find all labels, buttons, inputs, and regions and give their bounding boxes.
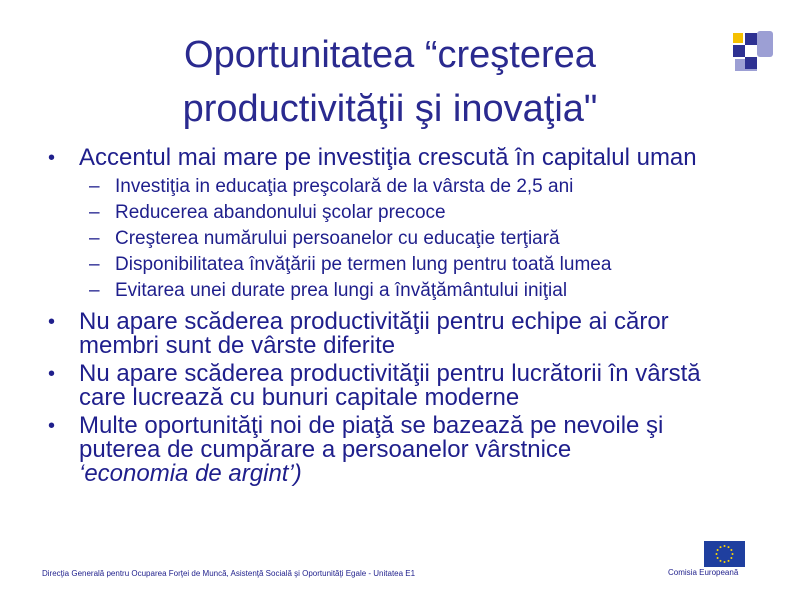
dash-icon: – (89, 228, 100, 249)
subitem-text: Investiţia in educaţia preşcolară de la vârsta de 2,5 ani (115, 176, 574, 197)
bullet-icon: • (48, 363, 56, 385)
title-line-1: Oportunitatea “creşterea (184, 34, 596, 76)
bullet-item-3 (48, 362, 748, 410)
squares-logo-icon (733, 31, 773, 71)
bullet-icon: • (48, 311, 56, 333)
subitem-2 (48, 200, 748, 226)
subitem-5 (48, 278, 748, 304)
footer-department: Direcţia Generală pentru Ocuparea Forţei de Muncă, Asistenţă Socială şi Oportunităţi Egale - Unitatea E1 (42, 569, 416, 578)
subitem-3 (48, 226, 748, 252)
subitem-text: Evitarea unei durate prea lungi a învăţământului iniţial (115, 280, 568, 301)
bullet-list (48, 146, 748, 490)
dash-icon: – (89, 280, 100, 301)
subitem-1 (48, 174, 748, 200)
dash-icon: – (89, 254, 100, 275)
bullet-text: Nu apare scăderea productivităţii pentru lucrătorii în vârstă care lucrează cu bunuri capitale moderne (79, 360, 701, 411)
subitem-4 (48, 252, 748, 278)
bullet-text: Accentul mai mare pe investiţia crescută în capitalul uman (79, 144, 697, 171)
slide-title (40, 28, 740, 136)
bullet-item-2 (48, 310, 748, 358)
subitem-text: Creşterea numărului persoanelor cu educaţie terţiară (115, 228, 560, 249)
dash-icon: – (89, 176, 100, 197)
bullet-italic-text: ‘economia de argint’) (79, 460, 302, 487)
dash-icon: – (89, 202, 100, 223)
bullet-item-4 (48, 414, 748, 486)
bullet-item-1 (48, 146, 748, 170)
bullet-icon: • (48, 415, 56, 437)
subitem-text: Disponibilitatea învăţării pe termen lung pentru toată lumea (115, 254, 612, 275)
subitem-text: Reducerea abandonului şcolar precoce (115, 202, 446, 223)
bullet-text: Multe oportunităţi noi de piaţă se bazează pe nevoile şi puterea de cumpărare a persoanelor vârstnice (79, 412, 664, 463)
footer-commission: Comisia Europeană (668, 568, 739, 577)
eu-flag-icon (704, 541, 745, 567)
bullet-text: Nu apare scăderea productivităţii pentru echipe ai căror membri sunt de vârste diferite (79, 308, 669, 359)
bullet-icon: • (48, 147, 56, 169)
title-line-2: productivităţii şi inovaţia" (182, 88, 598, 130)
